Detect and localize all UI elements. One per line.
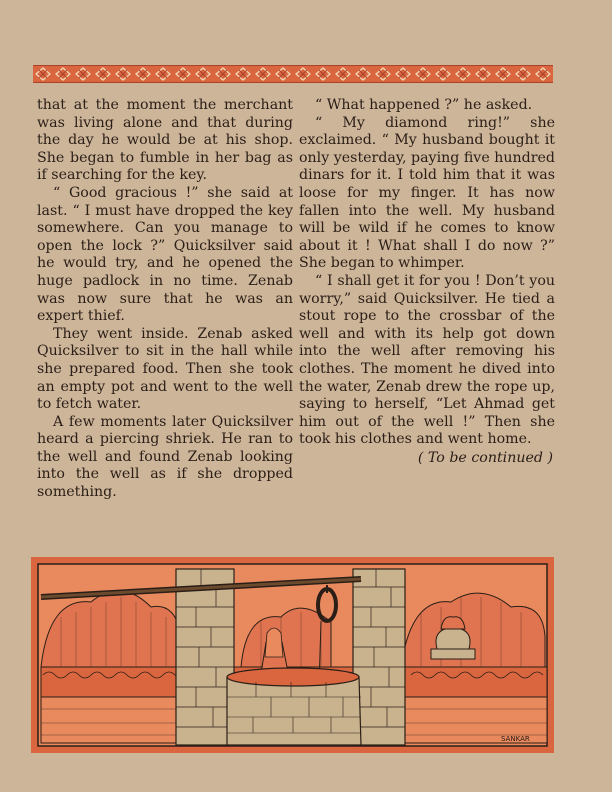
paragraph: “ My diamond ring!” she exclaimed. “ My husband bought it only yesterday, paying five hundred dinars for it. I told him that it was loose for my finger. It has now fallen into the well. My husband will be wild if he comes to know about it ! What shall I do now ?” She began to whimper. xyxy=(299,114,555,272)
well xyxy=(227,668,361,745)
border-motif xyxy=(396,68,410,80)
paragraph: “ I shall get it for you ! Don’t you worry,” said Quicksilver. He tied a stout rope to the crossbar of the well and with its help got down into the well after removing his clothes. The moment he dived into the water, Zenab drew the rope up, saying to herself, “Let Ahmad get him out of the well !” Then she took his clothes and went home. xyxy=(299,272,555,448)
left-column xyxy=(37,97,293,502)
paragraph: A few moments later Quicksilver heard a piercing shriek. He ran to the well and found Zenab looking into the well as if she dropped something. xyxy=(37,413,293,501)
to-be-continued: ( To be continued ) xyxy=(417,449,553,466)
border-motif xyxy=(476,68,490,80)
border-motif xyxy=(156,68,170,80)
border-motif xyxy=(176,68,190,80)
border-motif xyxy=(36,68,50,80)
border-motif xyxy=(256,68,270,80)
border-motif xyxy=(136,68,150,80)
decorative-border xyxy=(33,65,553,83)
well-scene xyxy=(31,557,554,753)
story-illustration xyxy=(31,557,554,753)
border-motif xyxy=(276,68,290,80)
border-motif xyxy=(236,68,250,80)
border-motif xyxy=(416,68,430,80)
paragraph: that at the moment the merchant was living alone and that during the day he would be at his shop. She began to fumble in her bag as if searching for the key. xyxy=(37,97,293,184)
border-motif xyxy=(296,68,310,80)
right-column xyxy=(299,97,555,467)
border-motif xyxy=(316,68,330,80)
border-motif xyxy=(216,68,230,80)
border-motif xyxy=(116,68,130,80)
border-motif xyxy=(56,68,70,80)
border-motif xyxy=(456,68,470,80)
artist-signature: SANKAR xyxy=(501,735,530,743)
border-pattern xyxy=(33,66,553,82)
border-motif xyxy=(356,68,370,80)
border-motif xyxy=(196,68,210,80)
border-motif xyxy=(376,68,390,80)
border-motif xyxy=(96,68,110,80)
border-motif xyxy=(536,68,550,80)
border-motif xyxy=(336,68,350,80)
paragraph: “ Good gracious !” she said at last. “ I must have dropped the key somewhere. Can you manage to open the lock ?” Quicksilver said he would try, and he opened the huge padlock in no time. Zenab was now sure that he was an expert thief. xyxy=(37,184,293,325)
paragraph: “ What happened ?” he asked. xyxy=(315,97,533,113)
left-pillar xyxy=(176,569,234,745)
paragraph: They went inside. Zenab asked Quicksilver to sit in the hall while she prepared food. Then she took an empty pot and went to the well to fetch water. xyxy=(37,325,293,413)
border-motif xyxy=(436,68,450,80)
border-motif xyxy=(496,68,510,80)
border-motif xyxy=(516,68,530,80)
border-motif xyxy=(76,68,90,80)
